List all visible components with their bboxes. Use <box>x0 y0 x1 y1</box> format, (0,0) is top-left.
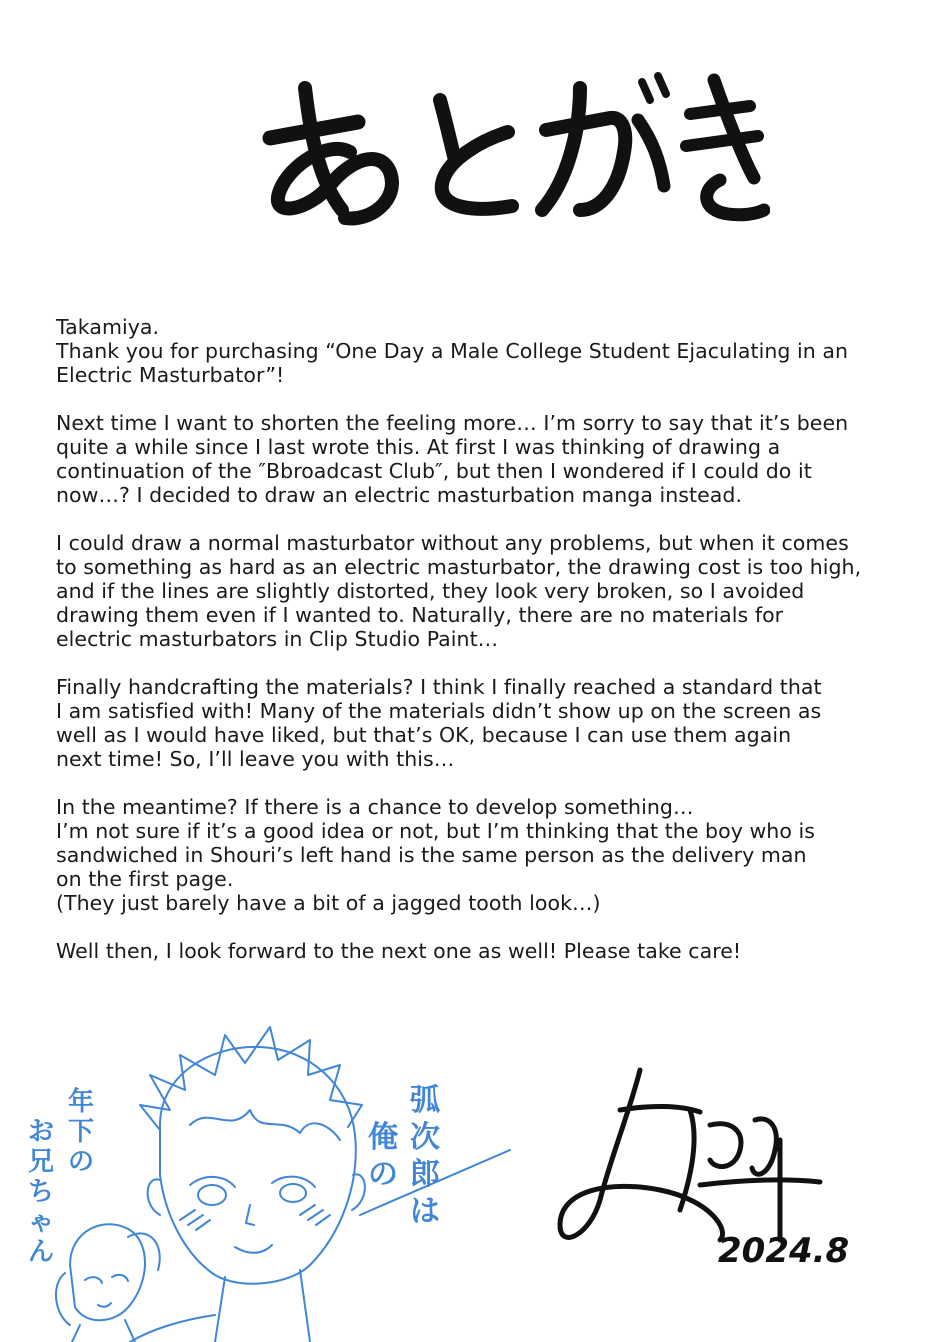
svg-text:郎: 郎 <box>410 1157 440 1192</box>
svg-text:の: の <box>68 1147 95 1177</box>
paragraph-gap <box>56 771 906 795</box>
signature-date: 2024.8 <box>718 1231 850 1271</box>
letter-line: (They just barely have a bit of a jagged tooth look…) <box>56 891 601 915</box>
svg-text:兄: 兄 <box>28 1147 55 1177</box>
letter-line: and if the lines are slightly distorted, they look very broken, so I avoided <box>56 579 805 603</box>
paragraph-gap <box>56 507 906 531</box>
svg-text:ち: ち <box>28 1177 55 1207</box>
svg-text:次: 次 <box>410 1120 440 1155</box>
letter-line: quite a while since I last wrote this. At first I was thinking of drawing a <box>56 435 781 459</box>
paragraph-gap <box>56 387 906 411</box>
svg-text:ん: ん <box>28 1237 55 1267</box>
letter-line: I’m not sure if it’s a good idea or not, but I’m thinking that the boy who is <box>56 819 815 843</box>
letter-line: electric masturbators in Clip Studio Paint… <box>56 627 499 651</box>
letter-line: on the first page. <box>56 867 234 891</box>
svg-text:は: は <box>410 1194 440 1229</box>
letter-closing: Well then, I look forward to the next one as well! Please take care! <box>56 939 742 963</box>
letter-line: I could draw a normal masturbator without any problems, but when it comes <box>56 531 849 555</box>
letter-line: now…? I decided to draw an electric masturbation manga instead. <box>56 483 743 507</box>
svg-text:弧: 弧 <box>410 1083 440 1118</box>
letter-line: In the meantime? If there is a chance to develop something… <box>56 795 694 819</box>
letter-line: Finally handcrafting the materials? I think I finally reached a standard that <box>56 675 822 699</box>
svg-text:の: の <box>368 1157 398 1192</box>
letter-line: drawing them even if I wanted to. Naturally, there are no materials for <box>56 603 784 627</box>
letter-line: Electric Masturbator”! <box>56 363 285 387</box>
paragraph-gap <box>56 651 906 675</box>
svg-text:ゃ: ゃ <box>28 1207 55 1237</box>
letter-line: next time! So, I’ll leave you with this… <box>56 747 455 771</box>
paragraph-gap <box>56 915 906 939</box>
title-brush-lettering <box>250 60 770 230</box>
svg-text:年: 年 <box>68 1087 95 1117</box>
letter-line: sandwiched in Shouri’s left hand is the same person as the delivery man <box>56 843 807 867</box>
caption-left-vertical <box>28 1086 94 1267</box>
afterword-letter <box>56 315 906 963</box>
author-signature <box>540 1050 880 1290</box>
letter-line: Next time I want to shorten the feeling more… I’m sorry to say that it’s been <box>56 411 849 435</box>
letter-line: continuation of the ″Bbroadcast Club″, but then I wondered if I could do it <box>56 459 812 483</box>
letter-line: Thank you for purchasing “One Day a Male College Student Ejaculating in an <box>56 339 849 363</box>
svg-text:下: 下 <box>68 1117 95 1147</box>
letter-greeting: Takamiya. <box>56 315 160 339</box>
svg-text:俺: 俺 <box>368 1120 398 1155</box>
svg-text:お: お <box>28 1117 55 1147</box>
blue-character-sketch <box>10 1015 530 1342</box>
letter-line: well as I would have liked, but that’s OK, because I can use them again <box>56 723 792 747</box>
letter-line: to something as hard as an electric masturbator, the drawing cost is too high, <box>56 555 862 579</box>
letter-line: I am satisfied with! Many of the materials didn’t show up on the screen as <box>56 699 822 723</box>
